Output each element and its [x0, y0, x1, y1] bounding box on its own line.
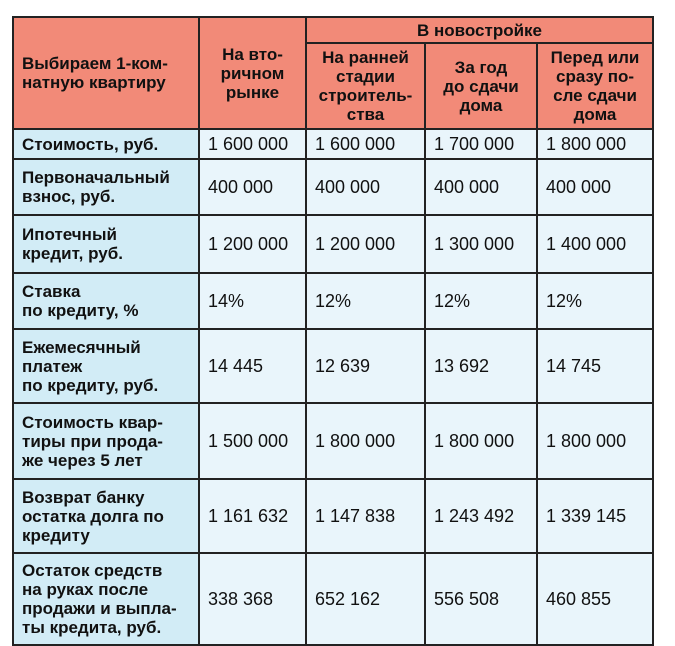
table-row	[13, 273, 653, 329]
row-label: Ежемесячный платеж по кредиту, руб.	[13, 329, 199, 403]
at-completion-header: Перед или сразу по- сле сдачи дома	[537, 43, 653, 129]
cell-value: 1 400 000	[537, 215, 653, 273]
row-label: Возврат банку остатка долга по кредиту	[13, 479, 199, 553]
row-label: Ставка по кредиту, %	[13, 273, 199, 329]
cell-value: 400 000	[425, 159, 537, 215]
cell-value: 1 600 000	[199, 129, 306, 159]
cell-value: 12 639	[306, 329, 425, 403]
cell-value: 1 800 000	[537, 129, 653, 159]
cell-value: 1 200 000	[199, 215, 306, 273]
cell-value: 1 600 000	[306, 129, 425, 159]
table-row	[13, 129, 653, 159]
cell-value: 1 800 000	[537, 403, 653, 479]
early-stage-header: На ранней стадии строитель- ства	[306, 43, 425, 129]
cell-value: 400 000	[199, 159, 306, 215]
cell-value: 400 000	[537, 159, 653, 215]
cell-value: 1 300 000	[425, 215, 537, 273]
cell-value: 12%	[425, 273, 537, 329]
cell-value: 1 500 000	[199, 403, 306, 479]
cell-value: 1 243 492	[425, 479, 537, 553]
cell-value: 13 692	[425, 329, 537, 403]
cell-value: 1 700 000	[425, 129, 537, 159]
cell-value: 1 147 838	[306, 479, 425, 553]
cell-value: 14 745	[537, 329, 653, 403]
table-row	[13, 215, 653, 273]
cell-value: 14%	[199, 273, 306, 329]
cell-value: 400 000	[306, 159, 425, 215]
cell-value: 12%	[537, 273, 653, 329]
row-label: Первоначальный взнос, руб.	[13, 159, 199, 215]
table-row	[13, 329, 653, 403]
cell-value: 1 161 632	[199, 479, 306, 553]
cell-value: 460 855	[537, 553, 653, 645]
cell-value: 14 445	[199, 329, 306, 403]
cell-value: 556 508	[425, 553, 537, 645]
row-label: Стоимость, руб.	[13, 129, 199, 159]
secondary-market-header: На вто- ричном рынке	[199, 17, 306, 129]
cell-value: 1 800 000	[425, 403, 537, 479]
row-label: Ипотечный кредит, руб.	[13, 215, 199, 273]
cell-value: 1 800 000	[306, 403, 425, 479]
table-row	[13, 553, 653, 645]
row-label: Остаток средств на руках после продажи и выпла- ты кредита, руб.	[13, 553, 199, 645]
cell-value: 338 368	[199, 553, 306, 645]
year-before-header: За год до сдачи дома	[425, 43, 537, 129]
new-building-group-header: В новостройке	[306, 17, 653, 43]
cell-value: 1 339 145	[537, 479, 653, 553]
cell-value: 1 200 000	[306, 215, 425, 273]
table-row	[13, 479, 653, 553]
row-label: Стоимость квар- тиры при прода- же через 5 лет	[13, 403, 199, 479]
corner-header: Выбираем 1-ком- натную квартиру	[13, 17, 199, 129]
table-row	[13, 403, 653, 479]
table-row	[13, 159, 653, 215]
cell-value: 652 162	[306, 553, 425, 645]
cell-value: 12%	[306, 273, 425, 329]
comparison-table	[12, 16, 654, 646]
